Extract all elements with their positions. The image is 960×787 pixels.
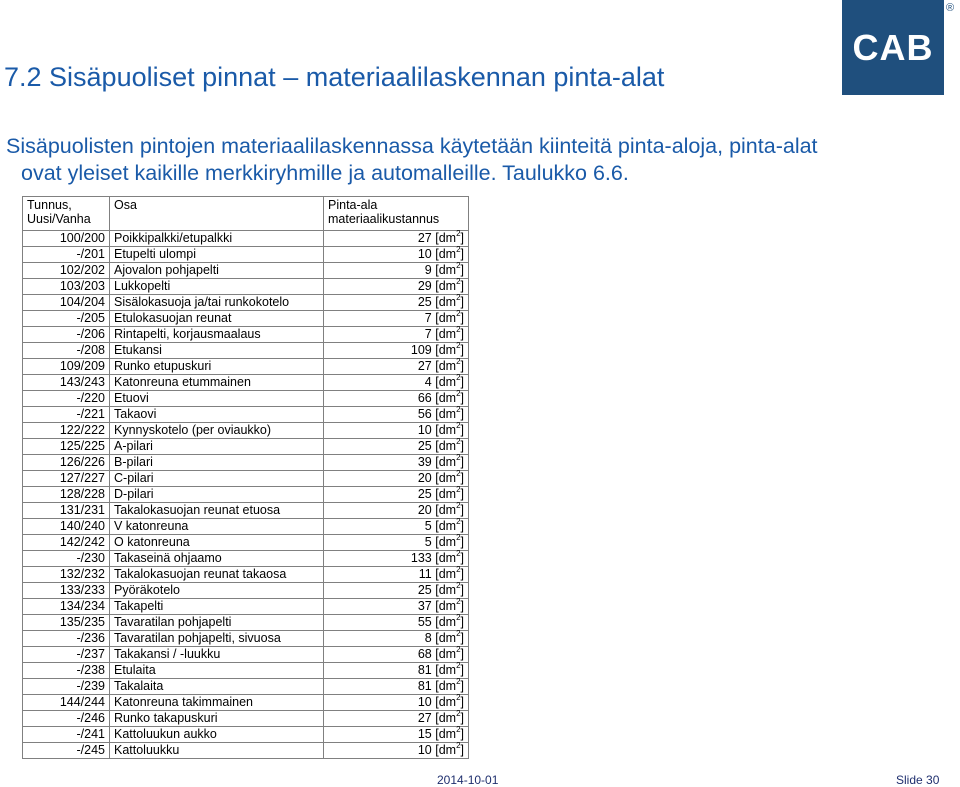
area-value: 10 [417, 743, 432, 757]
row-area [324, 311, 469, 327]
unit-suffix: ] [460, 631, 464, 645]
header-code-line-2: Uusi/Vanha [27, 212, 91, 226]
unit-exponent: 2 [456, 421, 461, 430]
header-code-line-1: Tunnus, [27, 198, 72, 212]
row-part: Takalaita [110, 679, 324, 695]
row-part: Runko takapuskuri [110, 711, 324, 727]
unit-suffix: ] [460, 263, 464, 277]
unit-prefix: [dm [435, 311, 457, 325]
table-row [23, 615, 469, 631]
cab-logo [842, 0, 944, 95]
unit-suffix: ] [460, 391, 464, 405]
row-area [324, 695, 469, 711]
row-code: -/221 [23, 407, 110, 423]
unit-exponent: 2 [456, 581, 461, 590]
unit-exponent: 2 [456, 645, 461, 654]
row-code: 126/226 [23, 455, 110, 471]
slide-title: 7.2 Sisäpuoliset pinnat – materiaalilaskennan pinta-alat [4, 62, 665, 92]
unit-prefix: [dm [435, 391, 457, 405]
unit-prefix: [dm [435, 599, 457, 613]
unit-prefix: [dm [435, 615, 457, 629]
row-code: -/239 [23, 679, 110, 695]
row-code: 104/204 [23, 295, 110, 311]
row-part: A-pilari [110, 439, 324, 455]
unit-prefix: [dm [435, 567, 457, 581]
unit-exponent: 2 [456, 709, 461, 718]
row-part: Etupelti ulompi [110, 247, 324, 263]
unit-prefix: [dm [435, 503, 457, 517]
row-area [324, 711, 469, 727]
slide-number: Slide 30 [896, 773, 940, 787]
area-value: 27 [417, 231, 432, 245]
row-area [324, 535, 469, 551]
unit-exponent: 2 [456, 229, 461, 238]
unit-exponent: 2 [456, 741, 461, 750]
area-value: 109 [410, 343, 432, 357]
unit-prefix: [dm [435, 247, 457, 261]
table-row [23, 695, 469, 711]
unit-exponent: 2 [456, 245, 461, 254]
area-value: 5 [424, 519, 432, 533]
table-row [23, 663, 469, 679]
unit-prefix: [dm [435, 375, 457, 389]
area-value: 39 [417, 455, 432, 469]
row-part: Pyöräkotelo [110, 583, 324, 599]
header-area-line-1: Pinta-ala [328, 198, 378, 212]
row-part: Ajovalon pohjapelti [110, 263, 324, 279]
unit-prefix: [dm [435, 471, 457, 485]
area-value: 27 [417, 711, 432, 725]
area-value: 10 [417, 695, 432, 709]
unit-suffix: ] [460, 647, 464, 661]
unit-suffix: ] [460, 343, 464, 357]
area-value: 10 [417, 247, 432, 261]
unit-prefix: [dm [435, 439, 457, 453]
area-value: 55 [417, 615, 432, 629]
row-part: Kattoluukun aukko [110, 727, 324, 743]
unit-suffix: ] [460, 311, 464, 325]
table-row [23, 471, 469, 487]
row-area [324, 439, 469, 455]
unit-suffix: ] [460, 471, 464, 485]
area-value: 9 [424, 263, 432, 277]
header-area-line-2: materiaalikustannus [328, 212, 440, 226]
table-row [23, 343, 469, 359]
unit-exponent: 2 [456, 677, 461, 686]
table-row [23, 647, 469, 663]
header-part: Osa [110, 197, 324, 231]
registered-mark: ® [946, 2, 955, 14]
row-code: 134/234 [23, 599, 110, 615]
row-code: 125/225 [23, 439, 110, 455]
unit-exponent: 2 [456, 533, 461, 542]
row-part: O katonreuna [110, 535, 324, 551]
row-area [324, 599, 469, 615]
row-area [324, 407, 469, 423]
unit-exponent: 2 [456, 437, 461, 446]
unit-exponent: 2 [456, 453, 461, 462]
table-row [23, 631, 469, 647]
row-area [324, 743, 469, 759]
row-part: Etulaita [110, 663, 324, 679]
row-area [324, 551, 469, 567]
row-part: B-pilari [110, 455, 324, 471]
table-row [23, 423, 469, 439]
area-value: 11 [418, 567, 432, 581]
unit-exponent: 2 [456, 325, 461, 334]
unit-suffix: ] [460, 407, 464, 421]
row-part: Takakansi / -luukku [110, 647, 324, 663]
unit-prefix: [dm [435, 743, 457, 757]
row-code: -/220 [23, 391, 110, 407]
row-code: 140/240 [23, 519, 110, 535]
table-row [23, 327, 469, 343]
area-value: 133 [410, 551, 432, 565]
unit-exponent: 2 [456, 501, 461, 510]
unit-prefix: [dm [435, 711, 457, 725]
table-row [23, 295, 469, 311]
row-part: Takalokasuojan reunat etuosa [110, 503, 324, 519]
row-code: -/237 [23, 647, 110, 663]
row-area [324, 247, 469, 263]
table-header-row [23, 197, 469, 231]
unit-exponent: 2 [456, 357, 461, 366]
table-row [23, 375, 469, 391]
table-row [23, 599, 469, 615]
area-value: 56 [417, 407, 432, 421]
row-area [324, 327, 469, 343]
row-code: -/208 [23, 343, 110, 359]
unit-exponent: 2 [456, 389, 461, 398]
unit-suffix: ] [460, 663, 464, 677]
row-code: -/246 [23, 711, 110, 727]
unit-exponent: 2 [456, 613, 461, 622]
row-code: -/206 [23, 327, 110, 343]
row-part: Etulokasuojan reunat [110, 311, 324, 327]
unit-exponent: 2 [456, 517, 461, 526]
unit-prefix: [dm [435, 407, 457, 421]
unit-prefix: [dm [435, 455, 457, 469]
row-area [324, 455, 469, 471]
row-code: 100/200 [23, 231, 110, 247]
unit-prefix: [dm [435, 343, 457, 357]
table-row [23, 711, 469, 727]
area-value: 7 [424, 311, 432, 325]
table-row [23, 567, 469, 583]
row-part: Kattoluukku [110, 743, 324, 759]
row-part: C-pilari [110, 471, 324, 487]
row-area [324, 647, 469, 663]
unit-exponent: 2 [456, 693, 461, 702]
unit-suffix: ] [460, 455, 464, 469]
area-value: 25 [417, 295, 432, 309]
unit-exponent: 2 [456, 277, 461, 286]
unit-prefix: [dm [435, 631, 457, 645]
row-code: -/230 [23, 551, 110, 567]
unit-prefix: [dm [435, 263, 457, 277]
table-row [23, 247, 469, 263]
unit-suffix: ] [460, 679, 464, 693]
table-row [23, 583, 469, 599]
area-value: 4 [424, 375, 432, 389]
unit-suffix: ] [460, 567, 464, 581]
table-row [23, 487, 469, 503]
row-code: -/205 [23, 311, 110, 327]
row-part: Etukansi [110, 343, 324, 359]
table-body [23, 231, 469, 759]
unit-prefix: [dm [435, 727, 457, 741]
area-value: 5 [424, 535, 432, 549]
table-row [23, 503, 469, 519]
row-area [324, 279, 469, 295]
table-row [23, 551, 469, 567]
unit-suffix: ] [460, 503, 464, 517]
row-area [324, 663, 469, 679]
row-area [324, 583, 469, 599]
footer-date: 2014-10-01 [437, 773, 499, 787]
intro-line-1: Sisäpuolisten pintojen materiaalilaskennassa käytetään kiinteitä pinta-aloja, pinta-alat [6, 134, 818, 158]
row-part: V katonreuna [110, 519, 324, 535]
row-part: Tavaratilan pohjapelti [110, 615, 324, 631]
area-value: 29 [417, 279, 432, 293]
row-part: Sisälokasuoja ja/tai runkokotelo [110, 295, 324, 311]
row-part: Tavaratilan pohjapelti, sivuosa [110, 631, 324, 647]
unit-prefix: [dm [435, 423, 457, 437]
table-row [23, 407, 469, 423]
table-row [23, 455, 469, 471]
unit-suffix: ] [460, 551, 464, 565]
unit-prefix: [dm [435, 647, 457, 661]
row-code: 131/231 [23, 503, 110, 519]
row-part: D-pilari [110, 487, 324, 503]
unit-suffix: ] [460, 247, 464, 261]
unit-prefix: [dm [435, 279, 457, 293]
unit-exponent: 2 [456, 341, 461, 350]
unit-suffix: ] [460, 231, 464, 245]
unit-exponent: 2 [456, 549, 461, 558]
header-code [23, 197, 110, 231]
area-value: 10 [417, 423, 432, 437]
row-code: 103/203 [23, 279, 110, 295]
unit-prefix: [dm [435, 487, 457, 501]
unit-exponent: 2 [456, 629, 461, 638]
row-part: Kynnyskotelo (per oviaukko) [110, 423, 324, 439]
intro-text [6, 133, 936, 187]
row-area [324, 503, 469, 519]
area-value: 37 [417, 599, 432, 613]
row-area [324, 471, 469, 487]
row-code: 109/209 [23, 359, 110, 375]
unit-prefix: [dm [435, 327, 457, 341]
header-area [324, 197, 469, 231]
unit-suffix: ] [460, 599, 464, 613]
row-part: Poikkipalkki/etupalkki [110, 231, 324, 247]
table-row [23, 263, 469, 279]
row-code: 135/235 [23, 615, 110, 631]
unit-prefix: [dm [435, 519, 457, 533]
unit-suffix: ] [460, 743, 464, 757]
unit-exponent: 2 [456, 485, 461, 494]
row-code: -/241 [23, 727, 110, 743]
table-row [23, 279, 469, 295]
row-area [324, 727, 469, 743]
row-area [324, 295, 469, 311]
unit-prefix: [dm [435, 583, 457, 597]
unit-exponent: 2 [456, 261, 461, 270]
unit-suffix: ] [460, 439, 464, 453]
intro-line-2: ovat yleiset kaikille merkkiryhmille ja automalleille. Taulukko 6.6. [21, 161, 629, 185]
row-code: 132/232 [23, 567, 110, 583]
unit-prefix: [dm [435, 535, 457, 549]
logo-text: CAB [852, 26, 934, 68]
row-part: Runko etupuskuri [110, 359, 324, 375]
unit-suffix: ] [460, 295, 464, 309]
table-row [23, 743, 469, 759]
table-row [23, 359, 469, 375]
area-value: 20 [417, 471, 432, 485]
table-row [23, 727, 469, 743]
unit-exponent: 2 [456, 405, 461, 414]
unit-exponent: 2 [456, 309, 461, 318]
unit-suffix: ] [460, 487, 464, 501]
row-code: 128/228 [23, 487, 110, 503]
row-part: Takapelti [110, 599, 324, 615]
table-row [23, 439, 469, 455]
row-code: 142/242 [23, 535, 110, 551]
unit-prefix: [dm [435, 359, 457, 373]
unit-suffix: ] [460, 711, 464, 725]
unit-exponent: 2 [456, 661, 461, 670]
area-value: 27 [417, 359, 432, 373]
table-row [23, 311, 469, 327]
row-area [324, 263, 469, 279]
unit-suffix: ] [460, 279, 464, 293]
row-area [324, 391, 469, 407]
table-row [23, 679, 469, 695]
row-area [324, 423, 469, 439]
table-row [23, 535, 469, 551]
row-code: 143/243 [23, 375, 110, 391]
area-value: 15 [417, 727, 432, 741]
row-code: -/245 [23, 743, 110, 759]
unit-suffix: ] [460, 519, 464, 533]
row-area [324, 615, 469, 631]
row-part: Takalokasuojan reunat takaosa [110, 567, 324, 583]
table-row [23, 231, 469, 247]
area-value: 81 [417, 663, 432, 677]
area-value: 20 [417, 503, 432, 517]
unit-suffix: ] [460, 727, 464, 741]
row-area [324, 375, 469, 391]
unit-suffix: ] [460, 615, 464, 629]
unit-exponent: 2 [456, 725, 461, 734]
row-part: Lukkopelti [110, 279, 324, 295]
area-value: 25 [417, 487, 432, 501]
unit-exponent: 2 [456, 373, 461, 382]
row-area [324, 359, 469, 375]
area-value: 8 [424, 631, 432, 645]
unit-prefix: [dm [435, 679, 457, 693]
row-code: 144/244 [23, 695, 110, 711]
unit-prefix: [dm [435, 663, 457, 677]
row-part: Rintapelti, korjausmaalaus [110, 327, 324, 343]
unit-exponent: 2 [456, 293, 461, 302]
unit-prefix: [dm [435, 231, 457, 245]
row-area [324, 567, 469, 583]
area-table [22, 196, 469, 759]
area-value: 25 [417, 583, 432, 597]
row-code: -/201 [23, 247, 110, 263]
unit-suffix: ] [460, 695, 464, 709]
unit-suffix: ] [460, 359, 464, 373]
row-part: Takaovi [110, 407, 324, 423]
row-code: 127/227 [23, 471, 110, 487]
unit-suffix: ] [460, 327, 464, 341]
row-code: 133/233 [23, 583, 110, 599]
unit-exponent: 2 [456, 469, 461, 478]
row-part: Katonreuna etummainen [110, 375, 324, 391]
row-area [324, 487, 469, 503]
unit-exponent: 2 [456, 597, 461, 606]
area-value: 68 [417, 647, 432, 661]
table-row [23, 519, 469, 535]
row-area [324, 519, 469, 535]
area-value: 66 [417, 391, 432, 405]
area-value: 7 [424, 327, 432, 341]
table-row [23, 391, 469, 407]
row-code: 122/222 [23, 423, 110, 439]
unit-suffix: ] [460, 423, 464, 437]
row-part: Katonreuna takimmainen [110, 695, 324, 711]
row-area [324, 343, 469, 359]
unit-suffix: ] [460, 535, 464, 549]
unit-prefix: [dm [435, 295, 457, 309]
row-area [324, 631, 469, 647]
row-code: -/238 [23, 663, 110, 679]
row-area [324, 231, 469, 247]
row-part: Etuovi [110, 391, 324, 407]
unit-suffix: ] [460, 583, 464, 597]
row-part: Takaseinä ohjaamo [110, 551, 324, 567]
row-area [324, 679, 469, 695]
unit-prefix: [dm [435, 695, 457, 709]
row-code: 102/202 [23, 263, 110, 279]
area-value: 25 [417, 439, 432, 453]
unit-prefix: [dm [435, 551, 457, 565]
row-code: -/236 [23, 631, 110, 647]
area-value: 81 [417, 679, 432, 693]
unit-suffix: ] [460, 375, 464, 389]
unit-exponent: 2 [456, 565, 461, 574]
